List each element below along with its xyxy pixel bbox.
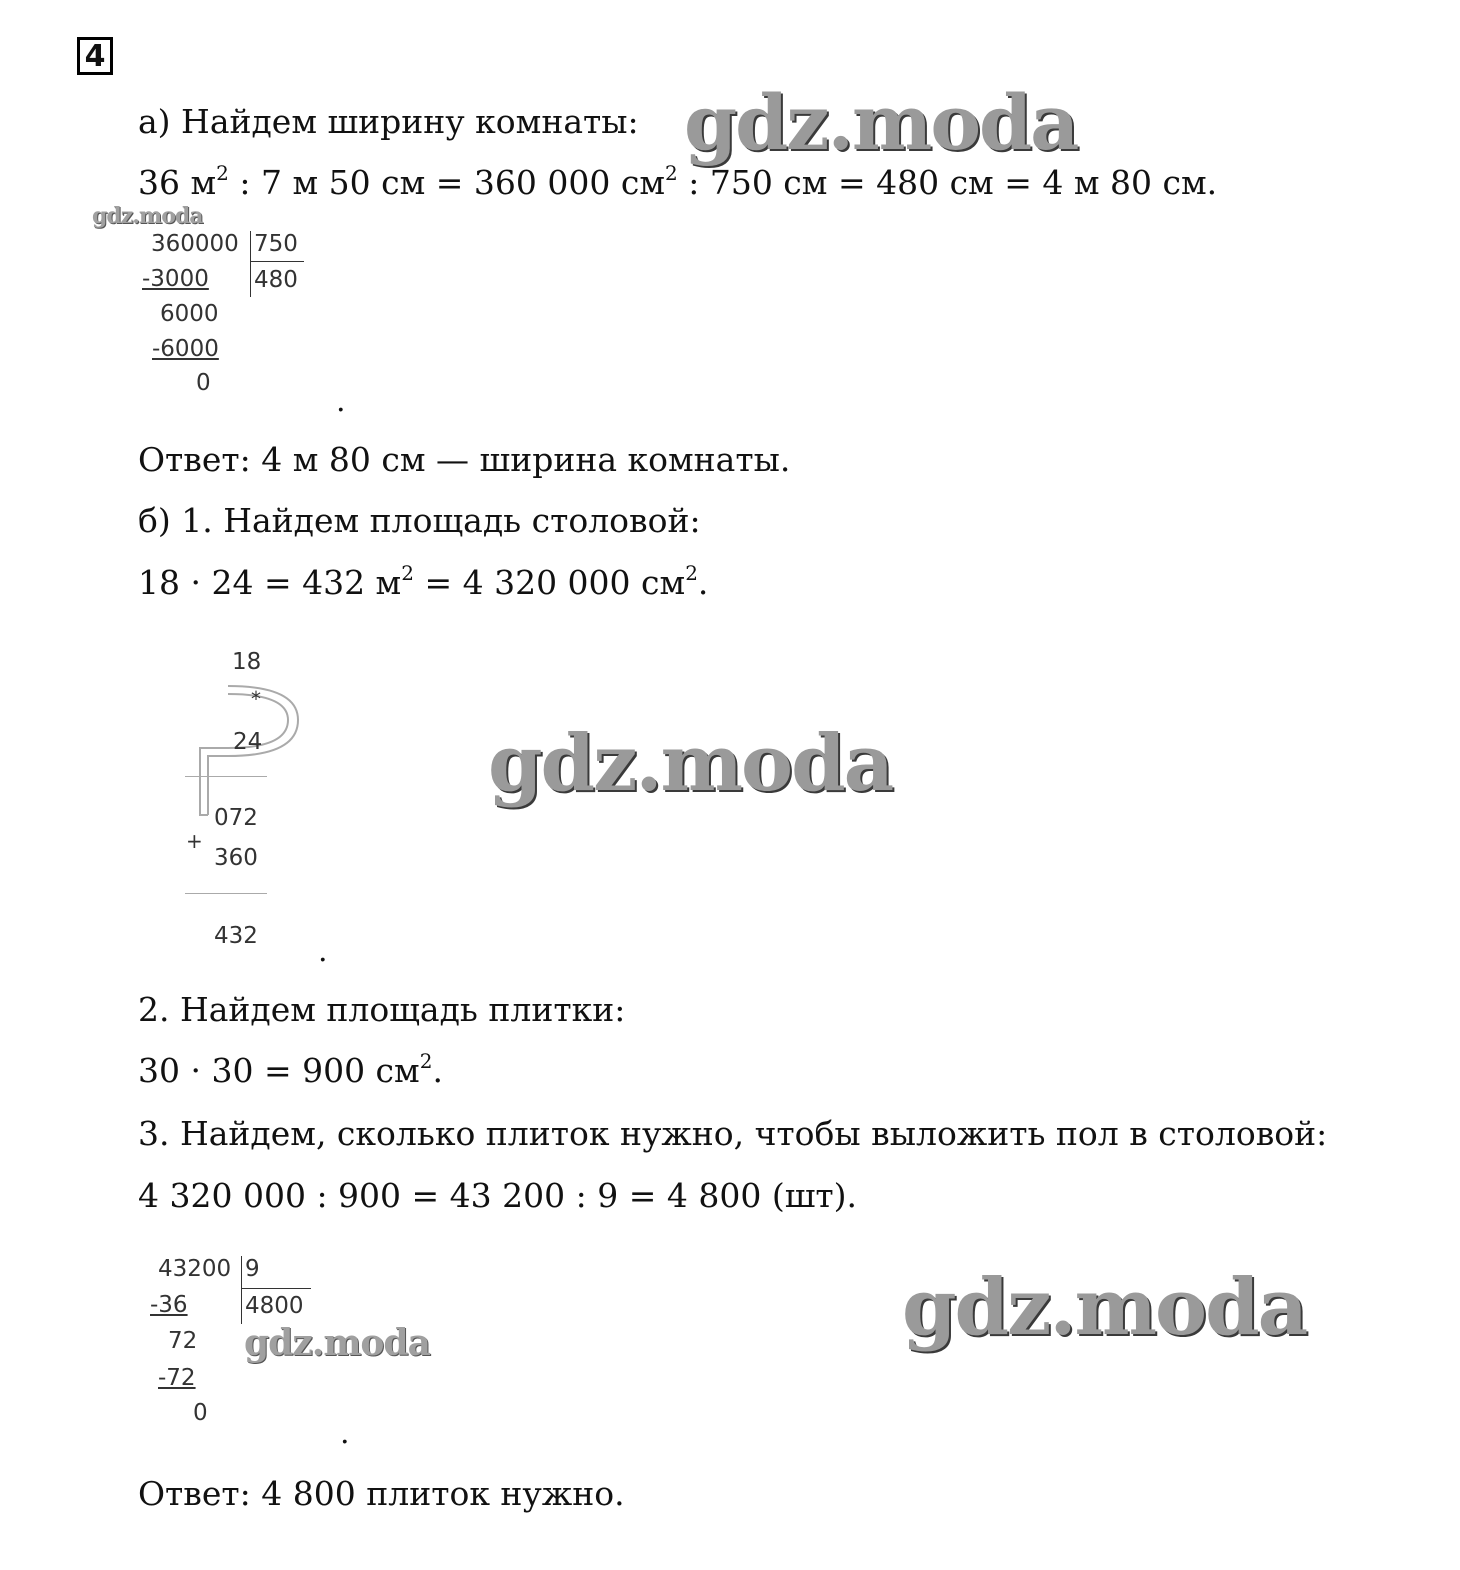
superscript: 2 xyxy=(685,561,698,585)
part-b-step2-heading: 2. Найдем площадь плитки: xyxy=(138,990,626,1029)
multiplication-line xyxy=(185,776,267,777)
sum-line xyxy=(185,893,267,894)
plus-sign: + xyxy=(186,829,203,853)
part-a-equation xyxy=(138,163,1217,203)
eq-part: . xyxy=(432,1051,443,1090)
period-mark: . xyxy=(336,384,346,419)
division-row: -36 xyxy=(150,1292,188,1318)
part-b-step3-equation: 4 320 000 : 900 = 43 200 : 9 = 4 800 (шт). xyxy=(138,1176,857,1215)
division-row: 0 xyxy=(193,1400,208,1426)
factor-top: 18 xyxy=(232,649,262,675)
part-b-step1-equation xyxy=(138,563,708,603)
superscript: 2 xyxy=(665,161,678,185)
division-row: -6000 xyxy=(152,336,219,362)
division-row: -3000 xyxy=(142,266,209,292)
division-row: 0 xyxy=(196,370,211,396)
part-a-heading: а) Найдем ширину комнаты: xyxy=(138,102,639,141)
part-a-answer: Ответ: 4 м 80 см — ширина комнаты. xyxy=(138,440,791,479)
division-horizontal-line xyxy=(250,261,304,262)
factor-bottom: 24 xyxy=(233,729,263,755)
superscript: 2 xyxy=(216,161,229,185)
partial-product: 360 xyxy=(214,845,258,871)
division-row: 72 xyxy=(168,1328,198,1354)
division-vertical-line xyxy=(250,231,251,297)
part-b-step2-equation xyxy=(138,1051,443,1091)
eq-part: : 750 см = 480 см = 4 м 80 см. xyxy=(677,163,1218,202)
watermark: gdz.moda xyxy=(902,1262,1307,1353)
divisor: 9 xyxy=(245,1256,260,1282)
superscript: 2 xyxy=(419,1049,433,1073)
period-mark: . xyxy=(340,1416,350,1451)
part-b-answer: Ответ: 4 800 плиток нужно. xyxy=(138,1474,625,1513)
dividend: 43200 xyxy=(158,1256,232,1282)
superscript: 2 xyxy=(401,561,414,585)
division-vertical-line xyxy=(241,1256,242,1324)
division-horizontal-line xyxy=(241,1288,311,1289)
eq-part: 36 м xyxy=(138,163,217,202)
eq-part: . xyxy=(697,563,709,602)
eq-part: 30 · 30 = 900 см xyxy=(138,1051,420,1090)
task-number-badge: 4 xyxy=(77,37,113,75)
watermark-small: gdz.moda xyxy=(92,203,203,229)
product-result: 432 xyxy=(214,923,258,949)
eq-part: 18 · 24 = 432 м xyxy=(138,563,402,602)
division-row: 6000 xyxy=(160,301,219,327)
period-mark: . xyxy=(318,934,328,969)
quotient: 480 xyxy=(254,267,298,293)
eq-part: = 4 320 000 см xyxy=(413,563,686,602)
eq-part: : 7 м 50 см = 360 000 см xyxy=(228,163,665,202)
division-row: -72 xyxy=(158,1365,196,1391)
partial-product: 072 xyxy=(214,805,258,831)
part-b-step3-heading: 3. Найдем, сколько плиток нужно, чтобы выложить пол в столовой: xyxy=(138,1114,1328,1153)
part-b-step1-heading: б) 1. Найдем площадь столовой: xyxy=(138,501,701,540)
watermark: gdz.moda xyxy=(684,78,1078,167)
watermark: gdz.moda xyxy=(488,718,893,809)
quotient: 4800 xyxy=(245,1293,304,1319)
watermark-small: gdz.moda xyxy=(244,1322,430,1364)
divisor: 750 xyxy=(254,231,298,257)
multiply-sign: * xyxy=(251,687,261,711)
dividend: 360000 xyxy=(151,231,239,257)
